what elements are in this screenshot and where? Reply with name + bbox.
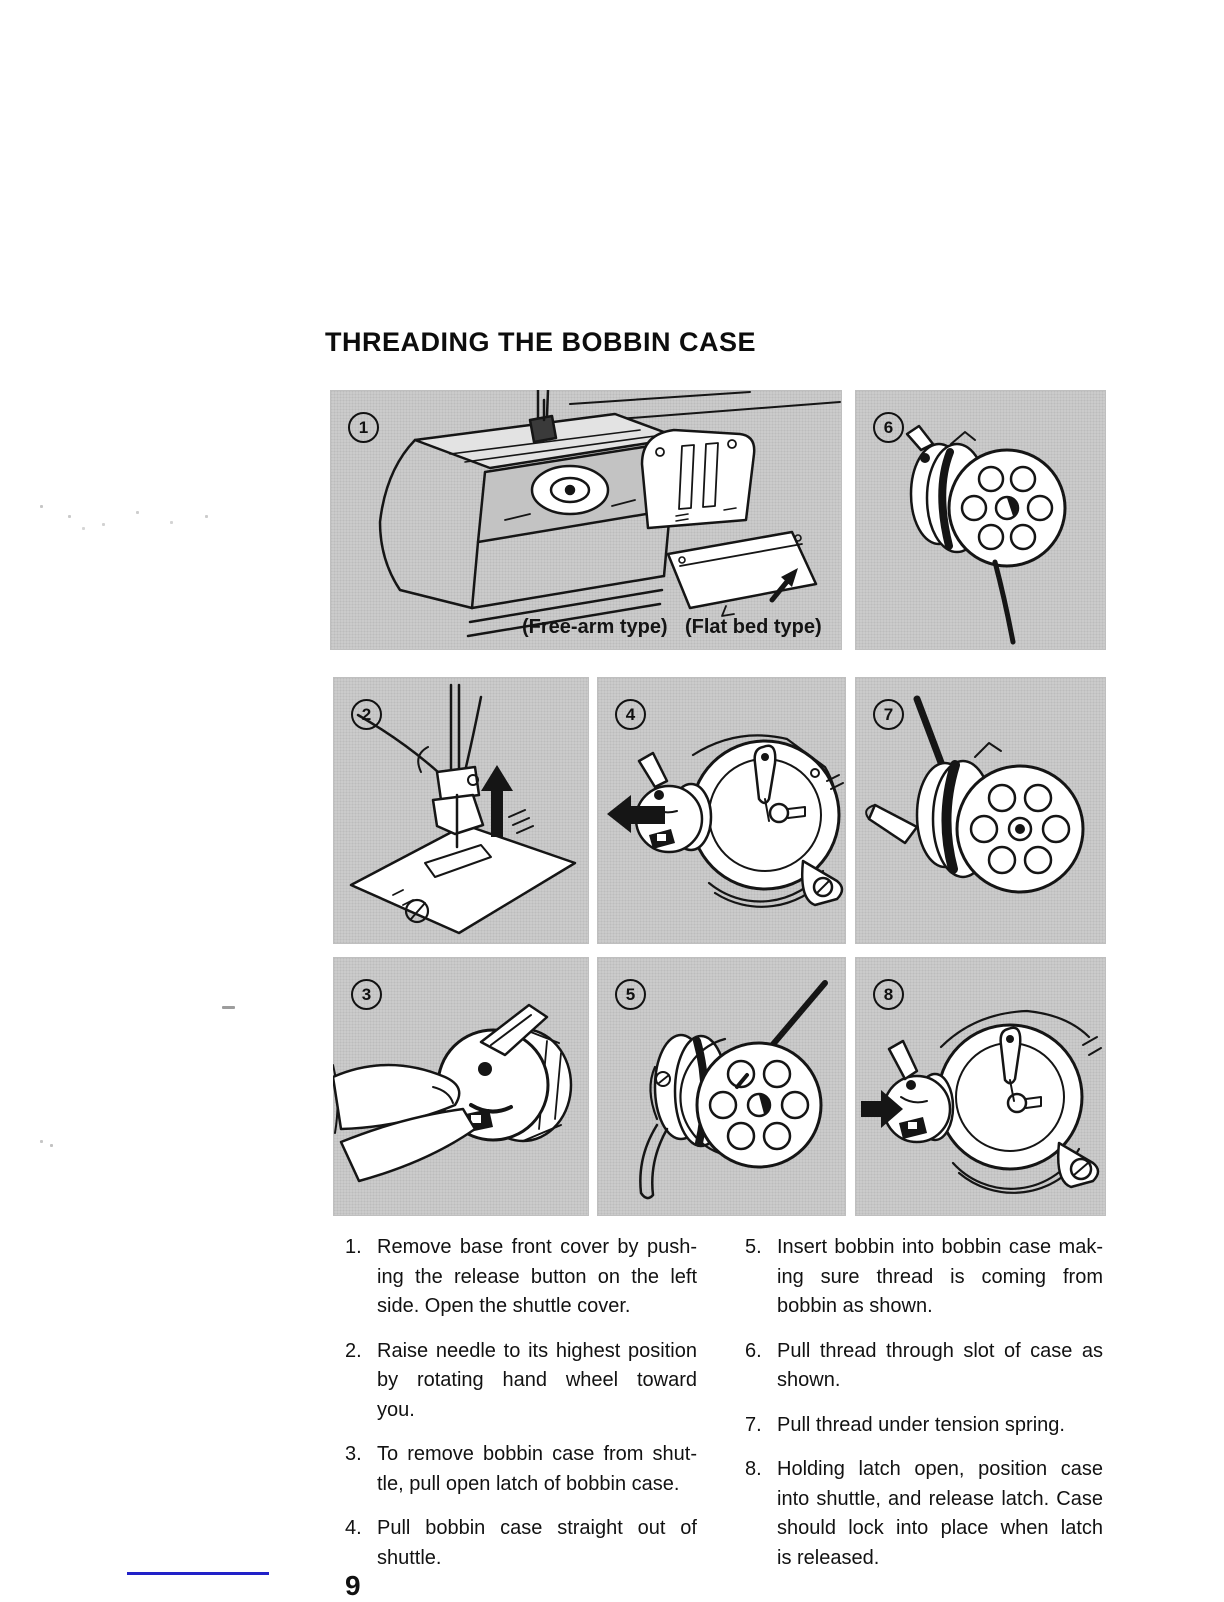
page-number: 9 <box>345 1570 361 1601</box>
instruction-line: Pull thread through slot of case as <box>777 1339 1103 1362</box>
step-2-number-badge: 2 <box>351 699 382 730</box>
instruction-number: 6. <box>745 1339 762 1362</box>
instruction-line: tle, pull open latch of bobbin case. <box>377 1472 680 1495</box>
instruction-line: ing sure thread is coming from <box>777 1265 1103 1288</box>
instruction-number: 5. <box>745 1236 762 1258</box>
step-4-number-badge: 4 <box>615 699 646 730</box>
instruction-line: Holding latch open, position case <box>777 1458 1103 1480</box>
instruction-line: shown. <box>777 1369 841 1391</box>
panel-step-1 <box>330 390 842 650</box>
step-8-number-badge: 8 <box>873 979 904 1010</box>
machine-base-open-cover-illustration <box>330 390 842 650</box>
instruction-item <box>345 1514 697 1573</box>
step-6-number-badge: 6 <box>873 412 904 443</box>
instruction-item <box>745 1337 1103 1396</box>
instruction-line: side. Open the shuttle cover. <box>377 1295 631 1317</box>
panel-step-3 <box>333 957 589 1216</box>
instruction-line: you. <box>377 1398 415 1421</box>
scan-mark <box>222 1006 235 1009</box>
step-5-number-badge: 5 <box>615 979 646 1010</box>
instruction-number: 7. <box>745 1413 762 1436</box>
instruction-number: 1. <box>345 1236 362 1258</box>
instruction-line: by rotating hand wheel toward <box>377 1369 697 1391</box>
instructions-left-column <box>345 1233 697 1588</box>
panel-step-5 <box>597 957 846 1216</box>
instruction-line: should lock into place when latch <box>777 1517 1103 1539</box>
instruction-number: 8. <box>745 1458 762 1480</box>
panel-step-4 <box>597 677 846 944</box>
instruction-number: 3. <box>345 1443 362 1465</box>
instruction-item <box>345 1440 697 1499</box>
instruction-item <box>745 1233 1103 1322</box>
instruction-line: Pull bobbin case straight out of <box>377 1517 697 1539</box>
instruction-item <box>745 1411 1103 1441</box>
page-title: THREADING THE BOBBIN CASE <box>325 327 757 357</box>
panel-step-8 <box>855 957 1106 1216</box>
instruction-line: Raise needle to its highest position <box>377 1339 697 1362</box>
instruction-line: ing the release button on the left <box>377 1265 697 1288</box>
instruction-line: To remove bobbin case from shut- <box>377 1443 697 1465</box>
instruction-line: is released. <box>777 1546 880 1569</box>
instruction-line: into shuttle, and release latch. Case <box>777 1487 1103 1510</box>
instruction-line: Remove base front cover by push- <box>377 1236 697 1258</box>
instruction-item <box>345 1233 697 1322</box>
scan-speckles <box>40 505 43 508</box>
instructions-right-column <box>745 1233 1103 1588</box>
free-arm-type-label: (Free-arm type) <box>522 616 668 638</box>
instruction-line: Pull thread under tension spring. <box>777 1413 1065 1436</box>
step-7-number-badge: 7 <box>873 699 904 730</box>
instruction-line: shuttle. <box>377 1546 442 1569</box>
step-3-number-badge: 3 <box>351 979 382 1010</box>
scan-dots <box>40 1140 43 1143</box>
instruction-number: 2. <box>345 1339 362 1362</box>
panel-step-2 <box>333 677 589 944</box>
panel-step-7 <box>855 677 1106 944</box>
instruction-number: 4. <box>345 1517 362 1539</box>
instruction-item <box>745 1455 1103 1573</box>
flat-bed-type-label: (Flat bed type) <box>685 616 822 638</box>
instruction-line: Insert bobbin into bobbin case mak- <box>777 1236 1103 1258</box>
panel-step-6 <box>855 390 1106 650</box>
instruction-line: bobbin as shown. <box>777 1295 933 1317</box>
step-1-number-badge: 1 <box>348 412 379 443</box>
instruction-item <box>345 1337 697 1426</box>
footer-rule-line <box>127 1572 269 1575</box>
